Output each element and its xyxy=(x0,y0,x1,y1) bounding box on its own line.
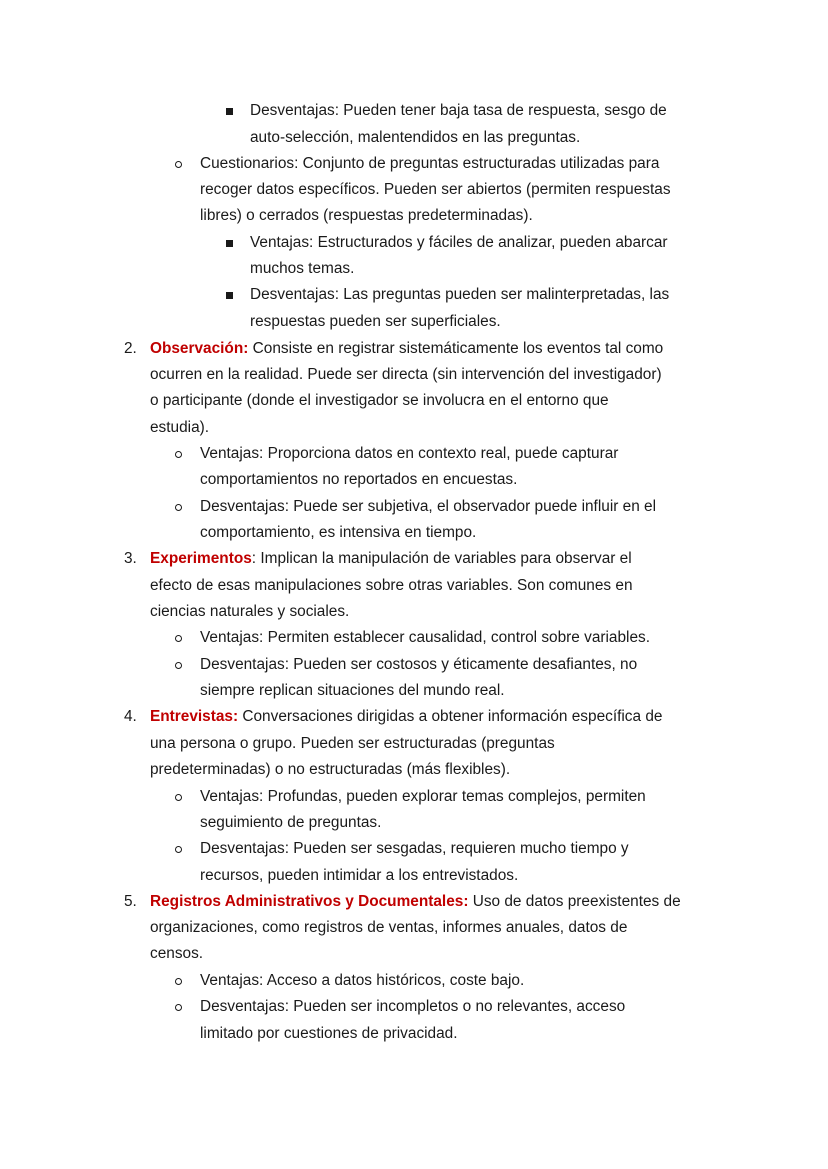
list-item-cont: una persona o grupo. Pueden ser estructuradas (preguntas xyxy=(150,735,555,752)
item-text-start: Uso de datos preexistentes de xyxy=(468,893,681,910)
list-item-cont: comportamiento, es intensiva en tiempo. xyxy=(200,524,477,541)
list-item-cont: recoger datos específicos. Pueden ser abiertos (permiten respuestas xyxy=(200,181,671,198)
circle-bullet-icon xyxy=(175,978,182,985)
circle-bullet-icon xyxy=(175,451,182,458)
item-title: Entrevistas: xyxy=(150,708,239,725)
list-item-heading-line xyxy=(150,892,726,912)
list-item: Desventajas: Pueden ser costosos y éticamente desafiantes, no xyxy=(200,656,638,673)
list-item-cont: comportamientos no reportados en encuestas. xyxy=(200,471,518,488)
circle-bullet-icon xyxy=(175,504,182,511)
list-item: Ventajas: Proporciona datos en contexto real, puede capturar xyxy=(200,445,619,462)
sublist-item-cont: auto-selección, malentendidos en las preguntas. xyxy=(250,129,581,146)
square-bullet-icon xyxy=(226,292,233,299)
list-item-cont: recursos, pueden intimidar a los entrevistados. xyxy=(200,867,519,884)
list-item-cont: estudia). xyxy=(150,419,210,436)
item-title: Observación: xyxy=(150,340,249,357)
list-item-heading-line xyxy=(150,707,726,727)
list-item: Desventajas: Pueden ser incompletos o no relevantes, acceso xyxy=(200,998,626,1015)
list-item-cont: predeterminadas) o no estructuradas (más flexibles). xyxy=(150,761,511,778)
item-number: 3. xyxy=(124,550,137,567)
sublist-item-cont: respuestas pueden ser superficiales. xyxy=(250,313,501,330)
list-item-cont: censos. xyxy=(150,945,204,962)
list-item-heading-line xyxy=(150,549,726,569)
list-item-cont: ciencias naturales y sociales. xyxy=(150,603,350,620)
list-item-cont: ocurren en la realidad. Puede ser directa (sin intervención del investigador) xyxy=(150,366,662,383)
list-item: Ventajas: Permiten establecer causalidad, control sobre variables. xyxy=(200,629,650,646)
circle-bullet-icon xyxy=(175,635,182,642)
item-number: 2. xyxy=(124,340,137,357)
circle-bullet-icon xyxy=(175,161,182,168)
item-number: 5. xyxy=(124,893,137,910)
square-bullet-icon xyxy=(226,108,233,115)
sublist-item-cont: muchos temas. xyxy=(250,260,355,277)
list-item-cont: limitado por cuestiones de privacidad. xyxy=(200,1025,458,1042)
list-item: Desventajas: Pueden ser sesgadas, requieren mucho tiempo y xyxy=(200,840,629,857)
list-item-cont: libres) o cerrados (respuestas predeterminadas). xyxy=(200,207,533,224)
list-item-cont: seguimiento de preguntas. xyxy=(200,814,382,831)
sublist-item: Desventajas: Las preguntas pueden ser malinterpretadas, las xyxy=(250,286,670,303)
list-item-cont: efecto de esas manipulaciones sobre otras variables. Son comunes en xyxy=(150,577,633,594)
list-item: Ventajas: Profundas, pueden explorar temas complejos, permiten xyxy=(200,788,646,805)
square-bullet-icon xyxy=(226,240,233,247)
item-title: Experimentos xyxy=(150,550,252,567)
list-item: Desventajas: Puede ser subjetiva, el observador puede influir en el xyxy=(200,498,657,515)
list-item: Cuestionarios: Conjunto de preguntas estructuradas utilizadas para xyxy=(200,155,660,172)
list-item-heading-line xyxy=(150,339,726,359)
list-item-cont: siempre replican situaciones del mundo real. xyxy=(200,682,505,699)
item-text-start: : Implican la manipulación de variables para observar el xyxy=(251,550,632,567)
circle-bullet-icon xyxy=(175,1004,182,1011)
sublist-item: Desventajas: Pueden tener baja tasa de respuesta, sesgo de xyxy=(250,102,667,119)
item-text-start: Consiste en registrar sistemáticamente los eventos tal como xyxy=(248,340,664,357)
list-item: Ventajas: Acceso a datos históricos, coste bajo. xyxy=(200,972,525,989)
item-text-start: Conversaciones dirigidas a obtener información específica de xyxy=(238,708,663,725)
item-number: 4. xyxy=(124,708,137,725)
list-item-cont: organizaciones, como registros de ventas, informes anuales, datos de xyxy=(150,919,628,936)
circle-bullet-icon xyxy=(175,846,182,853)
circle-bullet-icon xyxy=(175,662,182,669)
list-item-cont: o participante (donde el investigador se involucra en el entorno que xyxy=(150,392,609,409)
sublist-item: Ventajas: Estructurados y fáciles de analizar, pueden abarcar xyxy=(250,234,668,251)
item-title: Registros Administrativos y Documentales: xyxy=(150,893,469,910)
circle-bullet-icon xyxy=(175,794,182,801)
